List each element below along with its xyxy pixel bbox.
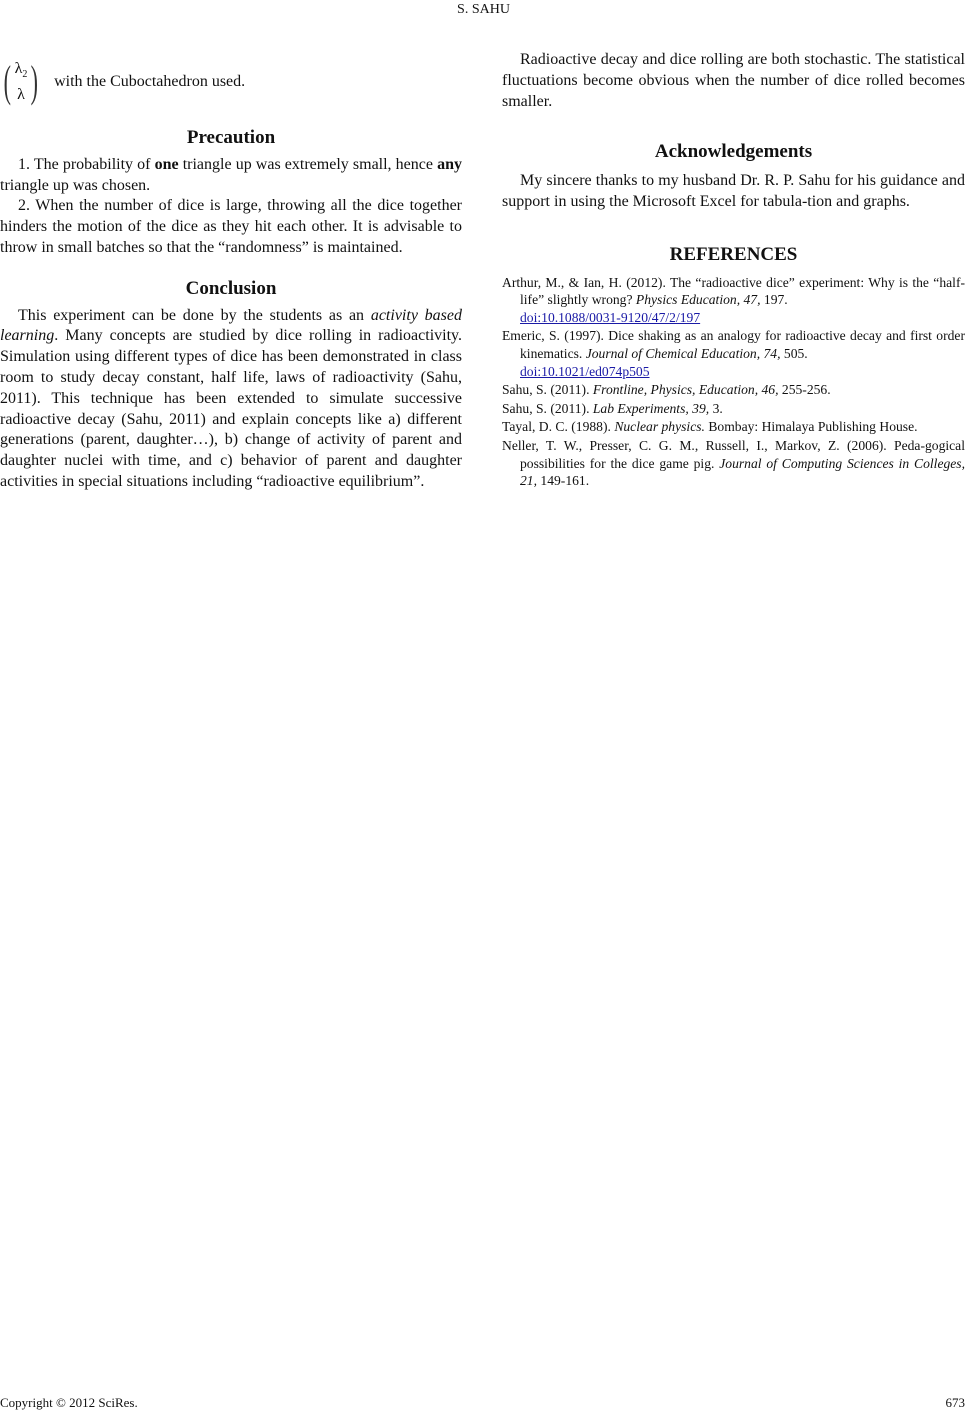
text: 197. bbox=[760, 292, 788, 308]
bold-text: one bbox=[154, 155, 179, 173]
text: Arthur, M., & Ian, H. (2012). The “radioactive dice” experiment: Why is the “half-life” slightly wrong? bbox=[502, 274, 965, 308]
precaution-heading: Precaution bbox=[186, 127, 276, 148]
formula-text: with the Cuboctahedron used. bbox=[54, 72, 246, 90]
text: Tayal, D. C. (1988). bbox=[502, 419, 615, 435]
reference-list bbox=[502, 274, 965, 490]
intro-paragraph: Radioactive decay and dice rolling are both stochastic. The statistical fluctuations become obvious when the number of dice rolled becomes smaller. bbox=[502, 51, 965, 110]
text: 505. bbox=[780, 345, 808, 361]
denominator: λ bbox=[17, 86, 25, 104]
acknowledgements-heading: Acknowledgements bbox=[654, 141, 813, 163]
text: Emeric, S. (1997). Dice shaking as an analogy for radioactive decay and first order kinematics. bbox=[502, 328, 965, 361]
text: 149-161. bbox=[537, 473, 590, 489]
reference-item bbox=[502, 437, 965, 490]
right-column bbox=[502, 50, 965, 491]
conclusion-paragraph bbox=[0, 306, 462, 493]
text: 3. bbox=[709, 400, 723, 416]
reference-item bbox=[502, 381, 965, 399]
text: This experiment can be done by the students as an bbox=[18, 306, 371, 324]
italic-text: Frontline, Physics, Education, 46, bbox=[592, 382, 779, 398]
text: 1. The probability of bbox=[18, 155, 155, 173]
text: triangle up was chosen. bbox=[0, 176, 151, 194]
italic-text: Lab Experiments, 39, bbox=[592, 400, 710, 416]
doi-link[interactable]: doi:10.1088/0031-9120/47/2/197 bbox=[520, 309, 701, 325]
text: Sahu, S. (2011). bbox=[502, 400, 593, 416]
acknowledgements-paragraph: My sincere thanks to my husband Dr. R. P. Sahu for his guidance and support in using the Microsoft Excel for tabula-tion and graphs. bbox=[502, 172, 965, 210]
right-paren: ) bbox=[31, 56, 39, 106]
left-paren: ( bbox=[3, 56, 11, 106]
italic-text: Physics Education, 47, bbox=[635, 292, 761, 308]
italic-text: activity based learning bbox=[0, 306, 462, 345]
references-heading: REFERENCES bbox=[669, 243, 798, 265]
precaution-paragraph-2: 2. When the number of dice is large, throwing all the dice together hinders the motion of the dice as they hit each other. It is advisable to throw in small batches so that the “randomness” is maintained. bbox=[0, 197, 462, 256]
subscript: 2 bbox=[22, 69, 28, 81]
doi-link[interactable]: doi:10.1021/ed074p505 bbox=[520, 363, 650, 379]
reference-item bbox=[502, 327, 965, 380]
conclusion-heading: Conclusion bbox=[185, 277, 277, 299]
formula-line bbox=[0, 52, 462, 112]
bold-text: any bbox=[437, 155, 463, 173]
left-column bbox=[0, 52, 462, 493]
text: . Many concepts are studied by dice rolling in radioactivity. Simulation using different types of dice has been demonstrated in class room to study decay constant, half life, laws of radioactivity (Sahu, 2011). This technique has been extended to simulate successive radioactive decay (Sahu, 2011) and explain concepts like a) different generations (parent, daughter…), b) change of activity of parent and daughter nuclei with time, and c) behavior of parent and daughter activities in special situations including “radioactive equilibrium”. bbox=[0, 327, 462, 490]
italic-text: Journal of Chemical Education, 74, bbox=[585, 345, 781, 361]
text: Sahu, S. (2011). bbox=[502, 382, 593, 398]
running-header: S. SAHU bbox=[457, 2, 510, 17]
text: triangle up was extremely small, hence bbox=[178, 155, 438, 173]
numerator: λ bbox=[14, 59, 23, 77]
copyright-footer: Copyright © 2012 SciRes. bbox=[0, 1395, 138, 1410]
italic-text: Nuclear physics. bbox=[614, 419, 705, 435]
reference-item bbox=[502, 418, 965, 436]
italic-text: Journal of Computing Sciences in Colleges, 21, bbox=[520, 455, 965, 489]
text: 255-256. bbox=[778, 382, 831, 398]
text: Neller, T. W., Presser, C. G. M., Russell, I., Markov, Z. (2006). Peda-gogical possibilities for the dice game pig. bbox=[502, 437, 965, 471]
page-number: 673 bbox=[945, 1395, 965, 1410]
precaution-paragraph-1 bbox=[0, 155, 462, 197]
text: Bombay: Himalaya Publishing House. bbox=[704, 419, 918, 435]
fraction bbox=[15, 59, 28, 105]
reference-item bbox=[502, 400, 965, 418]
reference-item bbox=[502, 274, 965, 327]
